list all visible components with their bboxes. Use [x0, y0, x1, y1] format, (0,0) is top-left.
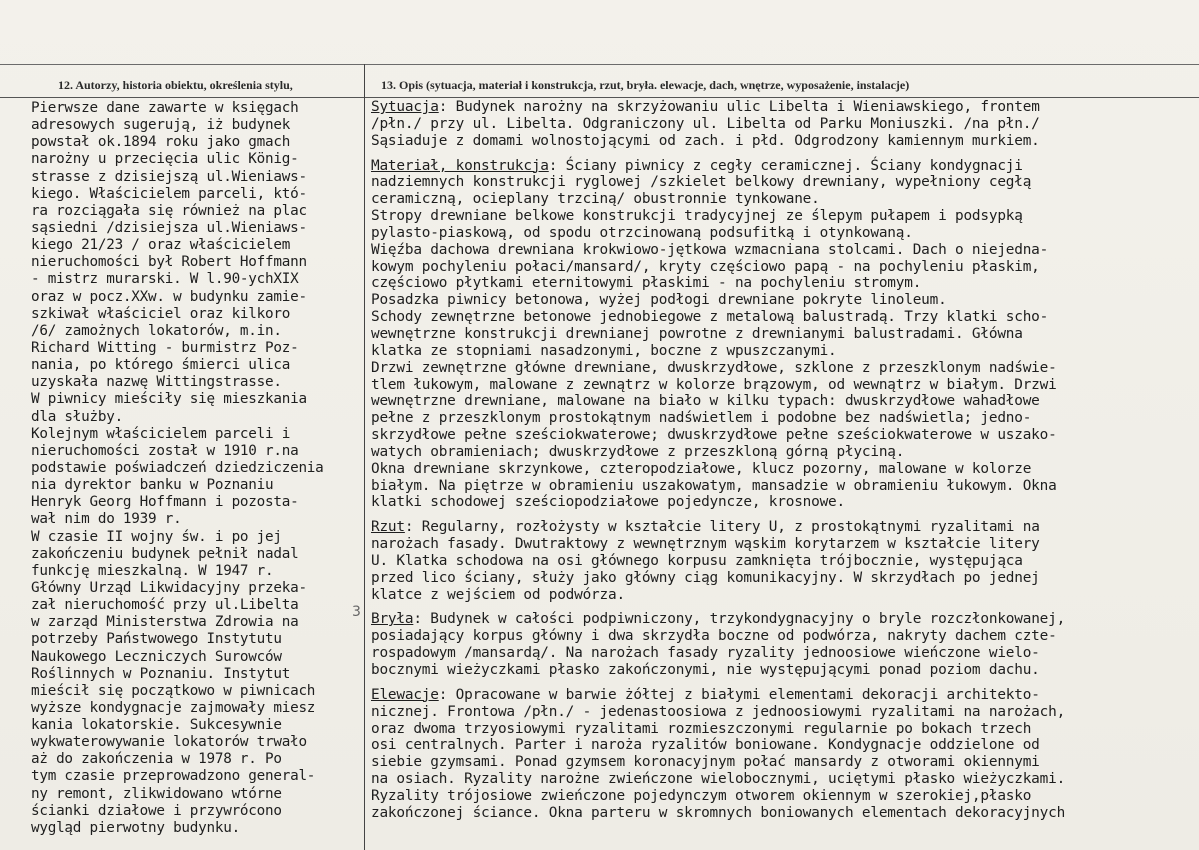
history-line: nieruchomości był Robert Hoffmann	[31, 254, 307, 271]
section-line: Okna drewniane skrzynkowe, czteropodziałowe, klucz pozorny, malowane w kolorze	[371, 460, 1032, 477]
section-first-line	[371, 687, 1197, 704]
history-line: narożny u przecięcia ulic König-	[31, 151, 299, 168]
section-gap	[371, 511, 1197, 519]
section-line: posiadający korpus główny i dwa skrzydła boczne od podwórza, nakryty dachem czte-	[371, 628, 1057, 645]
history-line: Naukowego Leczniczych Surowców	[31, 648, 282, 665]
section-text: : Budynek narożny na skrzyżowaniu ulic Libelta i Wieniawskiego, frontem	[438, 99, 1040, 115]
history-line: podstawie poświadczeń dziedziczenia	[31, 459, 324, 476]
history-line: Richard Witting - burmistrz Poz-	[31, 339, 299, 356]
section-text: : Budynek w całości podpiwniczony, trzykondygnacyjny o bryle rozczłonkowanej,	[413, 611, 1066, 628]
history-line: ścianki działowe i przywrócono	[31, 802, 282, 819]
history-line: sąsiedni /dzisiejsza ul.Wieniaws-	[31, 219, 307, 236]
left-column-header: 12. Autorzy, historia obiektu, określenia stylu,	[58, 78, 293, 92]
section-line: przed lico ściany, służy jako główny ciąg komunikacyjny. W skrzydłach po jednej	[371, 569, 1040, 586]
section-line: ceramiczną, ocieplany trzciną/ obustronnie tynkowane.	[371, 191, 820, 208]
history-line: funkcję mieszkalną. W 1947 r.	[31, 562, 274, 579]
history-line: szkiwał właściciel oraz kilkoro	[31, 305, 291, 322]
section-line: U. Klatka schodowa na osi głównego korpusu zamknięta trójbocznie, występująca	[371, 552, 1023, 569]
section-line: klatce z wejściem od podwórza.	[371, 586, 625, 603]
history-line: mieścił się początkowo w piwnicach	[31, 682, 316, 699]
section-line: narożach fasady. Dwutraktowy z wewnętrznym wąskim korytarzem w kształcie litery	[371, 536, 1040, 553]
section-line: Ryzality trójosiowe zwieńczone pojedynczym otworem okiennym w szerokiej,płasko	[371, 787, 1032, 804]
history-line: W piwnicy mieściły się mieszkania	[31, 391, 307, 408]
history-line: w zarząd Ministerstwa Zdrowia na	[31, 614, 299, 631]
section-line: pełne z przeszklonym prostokątnym nadświetlem i podobne bez nadświetla; jedno-	[371, 410, 1032, 427]
history-line: aż do zakończenia w 1978 r. Po	[31, 751, 282, 768]
history-line: adresowych sugerują, iż budynek	[31, 117, 291, 134]
section-line: zakończonej ściance. Okna parteru w skromnych boniowanych elementach dekoracyjnych	[371, 804, 1066, 821]
section-sytuacja	[371, 99, 1197, 150]
history-line: nieruchomości został w 1910 r.na	[31, 442, 299, 459]
right-column-header: 13. Opis (sytuacja, materiał i konstrukcja, rzut, bryła. elewacje, dach, wnętrze, wyposażenie, instalacje)	[381, 78, 910, 92]
section-line: pylasto-piaskową, od spodu otrzcinowaną podsufitką i otynkowaną.	[371, 224, 913, 241]
section-line: /płn./ przy ul. Libelta. Odgraniczony ul. Libelta od Parku Moniuszki. /na płn./	[371, 115, 1040, 132]
section-line: na osiach. Ryzality narożne zwieńczone wielobocznymi, uciętymi płasko wieżyczkami.	[371, 771, 1066, 788]
history-line: Roślinnych w Poznaniu. Instytut	[31, 665, 291, 682]
section-bryła	[371, 611, 1197, 678]
section-line: Więźba dachowa drewniana krokwiowo-jętkowa wzmacniana stolcami. Dach o niejedna-	[371, 241, 1049, 258]
history-line: ny remont, zlikwidowano wtórne	[31, 785, 282, 802]
column-divider	[364, 64, 365, 850]
description-column	[371, 99, 1197, 822]
history-line: W czasie II wojny św. i po jej	[31, 528, 282, 545]
section-line: Stropy drewniane belkowe konstrukcji tradycyjnej ze ślepym pułapem i podsypką	[371, 208, 1023, 225]
header-rule	[0, 97, 1199, 98]
history-column	[31, 100, 361, 837]
section-line: nadziemnych konstrukcji ryglowej /szkielet belkowy drewniany, wypełniony cegłą	[371, 174, 1032, 191]
history-line: uzyskała nazwę Wittingstrasse.	[31, 374, 282, 391]
history-line: wyższe kondygnacje zajmowały miesz	[31, 699, 316, 716]
section-gap	[371, 150, 1197, 158]
section-line: klatka ze stopniami nasadzonymi, boczne z wpuszczanymi.	[371, 342, 837, 359]
history-line: kiego 21/23 / oraz właścicielem	[31, 237, 291, 254]
section-label: Rzut	[371, 519, 405, 536]
section-line: watych obramieniach; dwuskrzydłowe z przeszkloną górną płyciną.	[371, 443, 905, 460]
section-line: klatki schodowej sześciopodziałowe pojedyncze, krosnowe.	[371, 494, 845, 511]
history-line: potrzeby Państwowego Instytutu	[31, 631, 282, 648]
section-gap	[371, 603, 1197, 611]
history-line: zał nieruchomość przy ul.Libelta	[31, 597, 299, 614]
section-line: skrzydłowe pełne sześciokwaterowe; dwuskrzydłowe pełne sześciokwaterowe w uszako-	[371, 427, 1057, 444]
section-line: wewnętrzne konstrukcji drewnianej powrotne z drewnianymi balustradami. Główna	[371, 325, 1023, 342]
section-first-line	[371, 519, 1197, 536]
section-elewacje	[371, 687, 1197, 822]
history-line: Pierwsze dane zawarte w księgach	[31, 100, 299, 116]
history-line: tym czasie przeprowadzono general-	[31, 768, 316, 785]
history-line: - mistrz murarski. W l.90-ychXIX	[31, 271, 299, 288]
section-first-line	[371, 611, 1197, 628]
section-label: Elewacje	[371, 686, 439, 703]
section-line: tlem łukowym, malowane z zewnątrz w kolorze brązowym, od wewnątrz w białym. Drzwi	[371, 376, 1057, 393]
section-materiał	[371, 158, 1197, 512]
section-label: Sytuacja	[371, 99, 439, 115]
section-line: siebie gzymsami. Ponad gzymsem koronacyjnym połać mansardy z otworami okiennymi	[371, 754, 1040, 771]
history-line: kania lokatorskie. Sukcesywnie	[31, 717, 282, 734]
section-line: Schody zewnętrzne betonowe jednobiegowe z metalową balustradą. Trzy klatki scho-	[371, 309, 1049, 326]
section-line: Posadzka piwnicy betonowa, wyżej podłogi drewniane pokryte linoleum.	[371, 292, 947, 309]
section-first-line	[371, 158, 1197, 175]
section-line: Sąsiaduje z domami wolnostojącymi od zach. i płd. Odgrodzony kamiennym murkiem.	[371, 132, 1040, 149]
section-rzut	[371, 519, 1197, 603]
section-line: białym. Na piętrze w obramieniu uszakowatym, mansadzie w obramieniu łukowym. Okna	[371, 477, 1057, 494]
history-line: kiego. Właścicielem parceli, któ-	[31, 185, 307, 202]
section-line: rospadowym /mansardą/. Na narożach fasady ryzality jednoosiowe wieńczone wielo-	[371, 645, 1040, 662]
history-line: wał nim do 1939 r.	[31, 511, 182, 528]
history-line: ra rozciągała się również na plac	[31, 202, 307, 219]
section-line: kowym pochyleniu połaci/mansard/, kryty częściowo papą - na pochyleniu płaskim,	[371, 258, 1040, 275]
pencil-mark: 3	[352, 604, 361, 620]
section-label: Materiał, konstrukcja	[371, 157, 549, 174]
history-line: strasse z dzisiejszą ul.Wieniaws-	[31, 168, 307, 185]
history-line: zakończeniu budynek pełnił nadal	[31, 545, 299, 562]
history-line: nania, po którego śmierci ulica	[31, 357, 291, 374]
history-line: wygląd pierwotny budynku.	[31, 819, 240, 836]
section-text: : Regularny, rozłożysty w kształcie litery U, z prostokątnymi ryzalitami na	[404, 519, 1040, 536]
history-line: powstał ok.1894 roku jako gmach	[31, 134, 291, 151]
section-line: Drzwi zewnętrzne główne drewniane, dwuskrzydłowe, szklone z przeszklonym nadświe-	[371, 359, 1057, 376]
history-line: dla służby.	[31, 408, 123, 425]
history-line: Henryk Georg Hoffmann i pozosta-	[31, 494, 299, 511]
history-line: Główny Urząd Likwidacyjny przeka-	[31, 579, 307, 596]
section-line: osi centralnych. Parter i naroża ryzalitów boniowane. Kondygnacje oddzielone od	[371, 737, 1040, 754]
history-line: nia dyrektor banku w Poznaniu	[31, 477, 274, 494]
top-rule	[0, 64, 1199, 65]
history-line: wykwaterowywanie lokatorów trwało	[31, 734, 307, 751]
section-label: Bryła	[371, 611, 414, 628]
section-text: : Opracowane w barwie żółtej z białymi elementami dekoracji architekto-	[438, 686, 1040, 703]
section-gap	[371, 679, 1197, 687]
section-line: oraz dwoma trzyosiowymi ryzalitami rozmieszczonymi regularnie po bokach trzech	[371, 720, 1032, 737]
section-line: bocznymi wieżyczkami płasko zakończonymi, nie występującymi ponad poziom dachu.	[371, 662, 1040, 678]
section-first-line	[371, 99, 1197, 116]
history-line: /6/ zamożnych lokatorów, m.in.	[31, 322, 282, 339]
section-text: : Ściany piwnicy z cegły ceramicznej. Ściany kondygnacji	[548, 157, 1023, 174]
section-line: wewnętrzne drewniane, malowane na biało w kilku typach: dwuskrzydłowe wahadłowe	[371, 393, 1040, 410]
section-line: nicznej. Frontowa /płn./ - jedenastoosiowa z jednoosiowymi ryzalitami na narożach,	[371, 703, 1066, 720]
section-line: częściowo płytkami eternitowymi płaskimi - na pochyleniu stromym.	[371, 275, 922, 292]
history-line: Kolejnym właścicielem parceli i	[31, 425, 291, 442]
history-line: oraz w pocz.XXw. w budynku zamie-	[31, 288, 307, 305]
